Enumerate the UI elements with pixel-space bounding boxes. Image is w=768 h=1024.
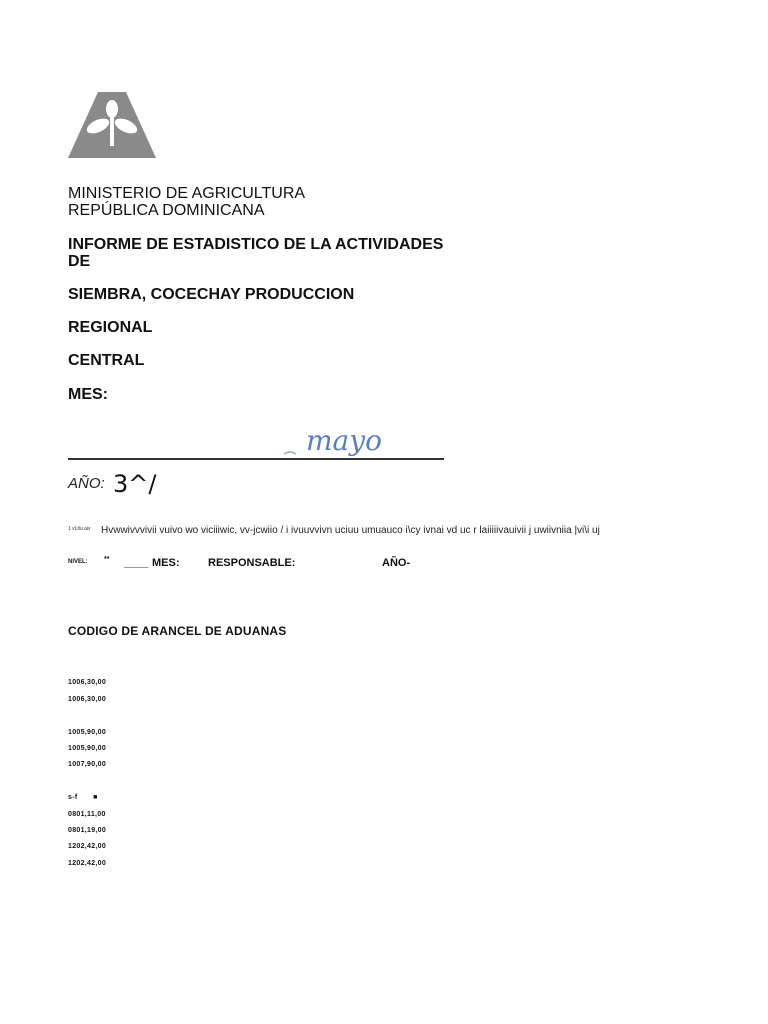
ano-label: AÑO: (68, 475, 105, 492)
code-item: 1005,90,00 (68, 729, 107, 736)
code-item: 1202,42,00 (68, 860, 107, 867)
report-subtitle: SIEMBRA, COCECHAY PRODUCCION (68, 286, 355, 303)
report-title-line2: DE (68, 253, 91, 270)
responsable-label: RESPONSABLE: (208, 557, 296, 569)
code-item: 1202,42,00 (68, 843, 107, 850)
code-item: 0801,19,00 (68, 827, 107, 834)
code-item: 0801,11,00 (68, 811, 106, 818)
report-title-line1: INFORME DE ESTADISTICO DE LA ACTIVIDADES (68, 236, 444, 253)
code-item: 1006,30,00 (68, 679, 107, 686)
ministry-line1: MINISTERIO DE AGRICULTURA (68, 185, 306, 202)
nivel-label: NIVEL: (68, 559, 88, 565)
code-item: 1005,90,00 (68, 745, 107, 752)
codigo-title: CODIGO DE ARANCEL DE ADUANAS (68, 624, 287, 638)
svg-text:mayo: mayo (306, 424, 382, 457)
code-item: 1007,90,00 (68, 761, 107, 768)
regional-label: REGIONAL (68, 319, 153, 336)
handwritten-month (280, 418, 400, 464)
code-item: 1006,30,00 (68, 696, 107, 703)
nivel-marks: ** (104, 556, 110, 563)
meta-mes-label: MES: (152, 557, 180, 569)
mes-label: MES: (68, 386, 108, 403)
ano-value: 3^/ (113, 470, 157, 498)
footnote-mark: 1 vLltu.aiv (68, 526, 91, 532)
ministry-line2: REPÚBLICA DOMINICANA (68, 202, 265, 219)
report-title (68, 236, 443, 270)
regional-value: CENTRAL (68, 352, 145, 369)
meta-ano-label: AÑO- (382, 557, 411, 569)
ministry-logo (68, 92, 156, 158)
footnote-text: Hvwwivvvivii vuivo wo viciiiwic, vv-jcwiio / i ivuuvvivn uciuu umuauco i\cy ivnai vd uc r laiiiiivauivii j uwiivniia |vi\i uj (101, 525, 600, 536)
meta-blank: ____ (124, 557, 149, 569)
ministry-name (68, 185, 305, 219)
stray-marks: s-f ■ (68, 794, 98, 801)
